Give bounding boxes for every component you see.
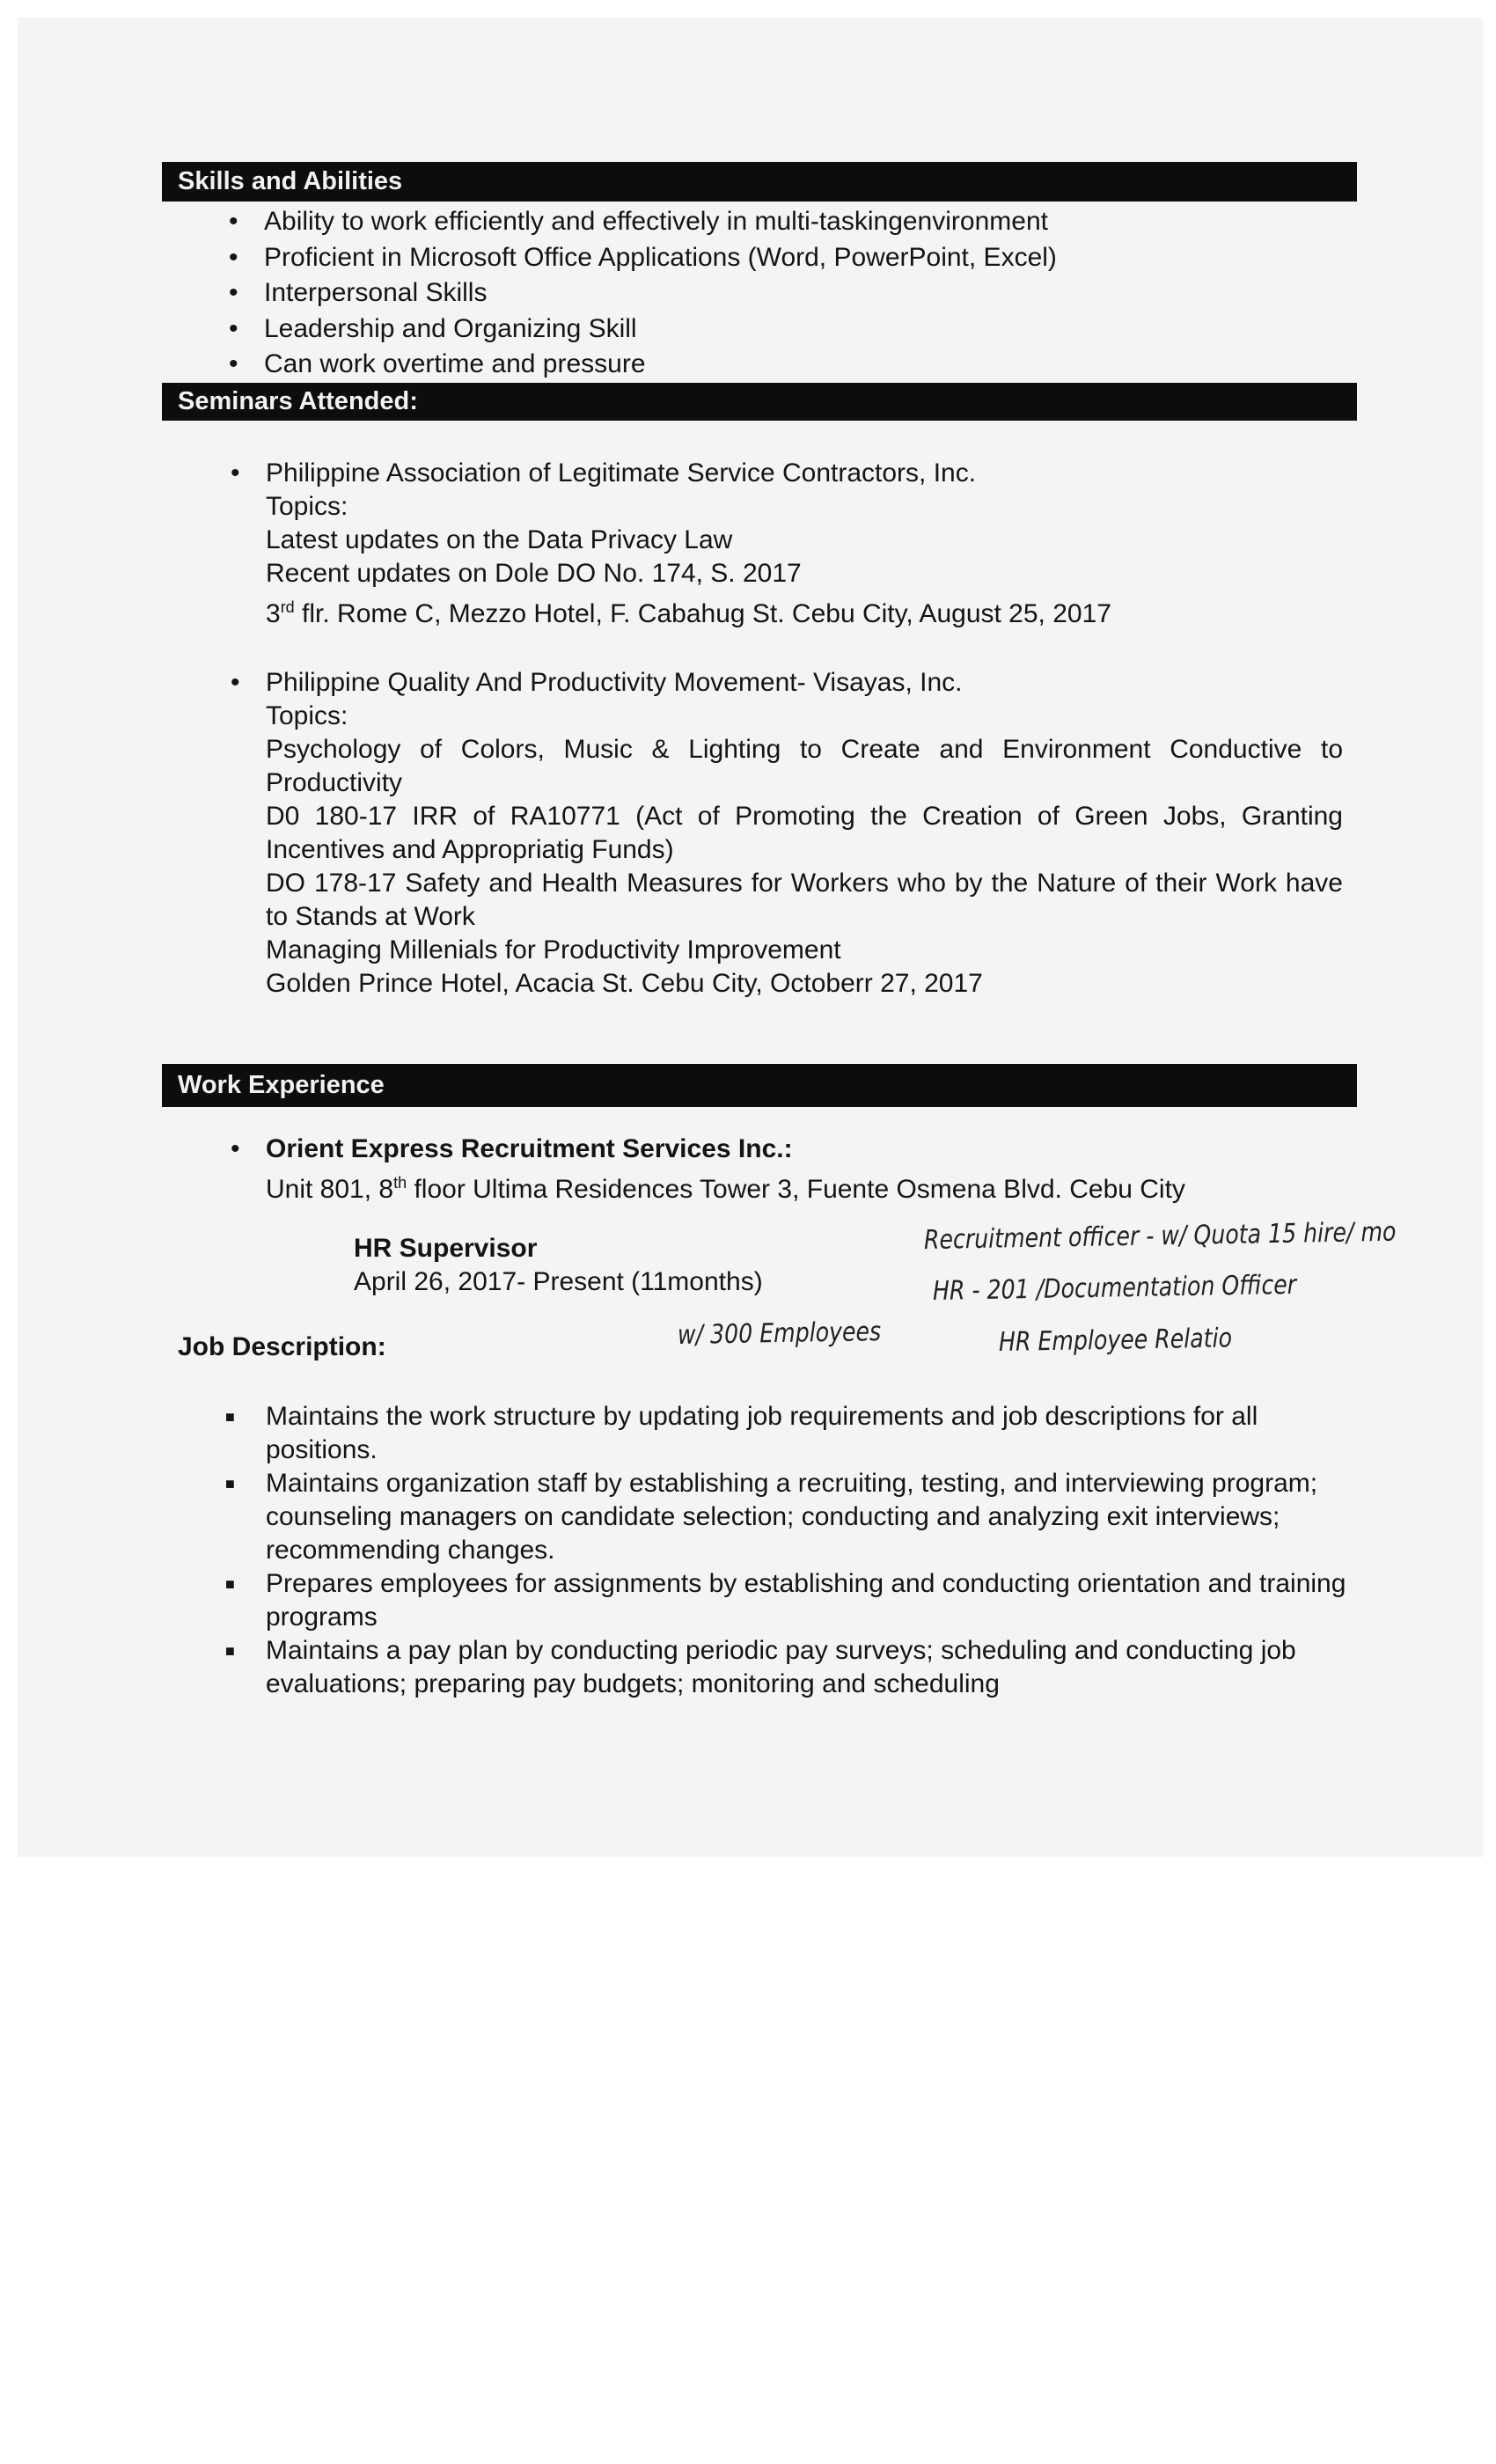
position-title: HR Supervisor xyxy=(354,1234,538,1263)
list-item: • Leadership and Organizing Skill xyxy=(229,313,637,343)
seminar-org: Philippine Association of Legitimate Service Contractors, Inc. xyxy=(266,458,977,488)
list-item: • Interpersonal Skills xyxy=(229,278,488,307)
list-item: ■ Prepares employees for assignments by establishing and conducting orientation and training programs xyxy=(225,1569,1346,1632)
duty-text: Maintains organization staff by establishing a recruiting, testing, and interviewing program; counseling managers on candidate selection; conducting and analyzing exit interviews; recommending changes. xyxy=(266,1469,1318,1565)
bullet: • xyxy=(231,668,240,697)
seminars-header: Seminars Attended: xyxy=(162,383,1357,421)
bullet: • xyxy=(231,458,240,488)
company-block xyxy=(231,1133,1185,1206)
skill-text: Ability to work efficiently and effectively in multi-taskingenvironment xyxy=(264,207,1048,236)
skill-text: Can work overtime and pressure xyxy=(264,349,646,378)
position-period: April 26, 2017- Present (11months) xyxy=(354,1267,763,1296)
skills-header: Skills and Abilities xyxy=(162,162,1357,202)
topics-label: Topics: xyxy=(266,492,348,521)
skills-list xyxy=(229,204,1057,383)
topic: DO 178-17 Safety and Health Measures for Workers who by the Nature of their Work have to Stands at Work xyxy=(266,869,1343,931)
skill-text: Interpersonal Skills xyxy=(264,278,488,307)
position-block xyxy=(354,1232,763,1299)
topic: Psychology of Colors, Music & Lighting to Create and Environment Conductive to Productivity xyxy=(266,735,1343,797)
list-item: ■ Maintains a pay plan by conducting periodic pay surveys; scheduling and conducting job evaluations; preparing pay budgets; monitoring and scheduling xyxy=(225,1636,1296,1698)
seminar-venue: Golden Prince Hotel, Acacia St. Cebu City, Octoberr 27, 2017 xyxy=(266,969,983,998)
skill-text: Leadership and Organizing Skill xyxy=(264,313,637,343)
company-name: Orient Express Recruitment Services Inc.: xyxy=(266,1134,793,1163)
venue-sup: rd xyxy=(280,598,295,616)
seminar-2 xyxy=(231,666,1343,1001)
list-item: ■ Maintains the work structure by updating job requirements and job descriptions for all positions. xyxy=(225,1402,1258,1464)
topic: D0 180-17 IRR of RA10771 (Act of Promoting the Creation of Green Jobs, Granting Incentives and Appropriatig Funds) xyxy=(266,802,1343,864)
topic: Recent updates on Dole DO No. 174, S. 2017 xyxy=(266,559,802,588)
handwritten-employees: w/ 300 Employees xyxy=(677,1316,882,1351)
topic: Managing Millenials for Productivity Improvement xyxy=(266,935,841,964)
venue-num: 3 xyxy=(266,599,281,628)
list-item: ■ Maintains organization staff by establishing a recruiting, testing, and interviewing program; counseling managers on candidate selection; conducting and analyzing exit interviews; recommending changes. xyxy=(225,1469,1318,1565)
duties-list xyxy=(225,1400,1348,1701)
work-experience-header: Work Experience xyxy=(162,1064,1357,1107)
address-sup: th xyxy=(393,1174,407,1192)
seminar-org: Philippine Quality And Productivity Movement- Visayas, Inc. xyxy=(266,668,963,697)
job-description-label: Job Description: xyxy=(178,1332,386,1361)
topics-label: Topics: xyxy=(266,701,348,730)
bullet: • xyxy=(231,1134,240,1163)
address-text: Unit 801, 8 xyxy=(266,1175,394,1204)
seminar-1 xyxy=(231,457,1343,631)
company-address xyxy=(266,1166,1185,1206)
handwritten-note: HR - 201 /Documentation Officer xyxy=(932,1269,1297,1307)
topic: Latest updates on the Data Privacy Law xyxy=(266,525,733,554)
list-item: • Proficient in Microsoft Office Applications (Word, PowerPoint, Excel) xyxy=(229,242,1057,272)
duty-text: Prepares employees for assignments by establishing and conducting orientation and training programs xyxy=(266,1569,1346,1632)
duty-text: Maintains the work structure by updating job requirements and job descriptions for all positions. xyxy=(266,1402,1258,1464)
duty-text: Maintains a pay plan by conducting periodic pay surveys; scheduling and conducting job evaluations; preparing pay budgets; monitoring and scheduling xyxy=(266,1636,1296,1698)
list-item: • Ability to work efficiently and effectively in multi-taskingenvironment xyxy=(229,207,1048,236)
seminar-venue xyxy=(266,590,1343,631)
handwritten-note: Recruitment officer - w/ Quota 15 hire/ mo xyxy=(923,1216,1397,1256)
address-text: floor Ultima Residences Tower 3, Fuente Osmena Blvd. Cebu City xyxy=(407,1175,1185,1204)
handwritten-note: HR Employee Relatio xyxy=(998,1323,1233,1358)
list-item: • Can work overtime and pressure xyxy=(229,349,646,378)
skill-text: Proficient in Microsoft Office Applications (Word, PowerPoint, Excel) xyxy=(264,242,1057,272)
venue-text: flr. Rome C, Mezzo Hotel, F. Cabahug St. Cebu City, August 25, 2017 xyxy=(294,599,1111,628)
